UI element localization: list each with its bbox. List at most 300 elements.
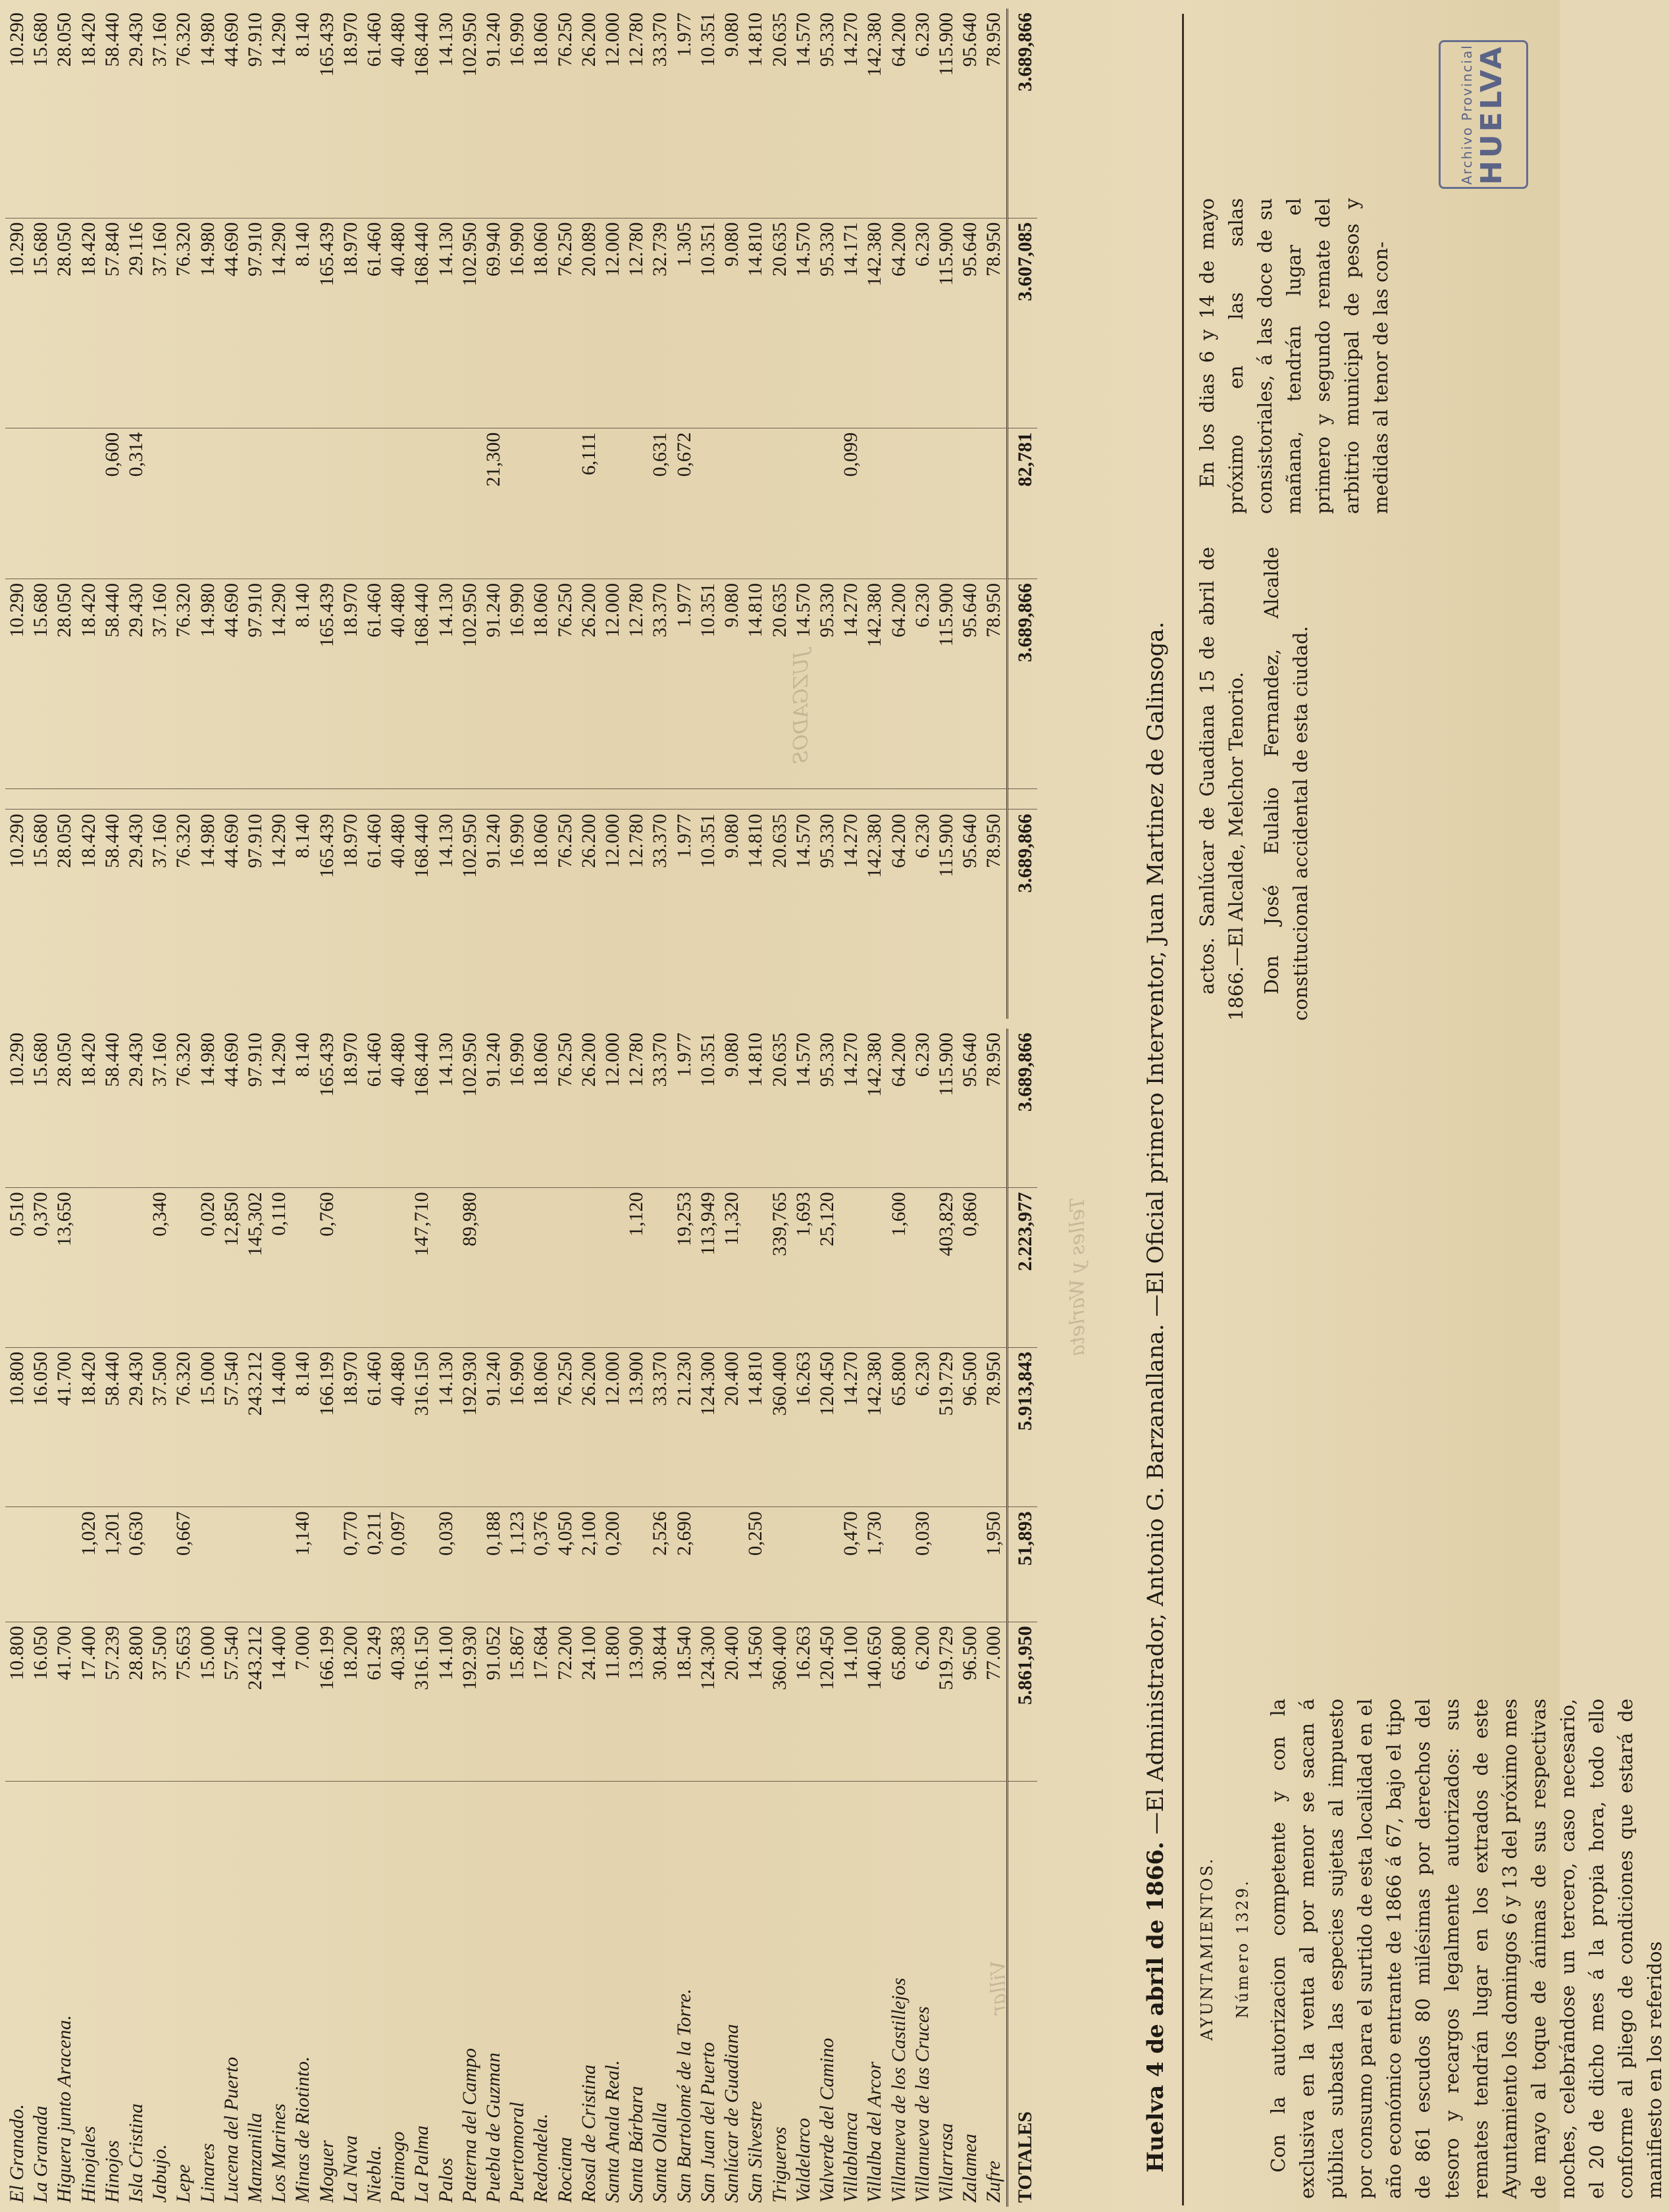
amount-cell [911,789,935,810]
amount-cell: 0,370 [29,1188,53,1348]
amount-cell: 14.400 [267,1622,291,1782]
table-row [339,1029,363,2207]
amount-cell [315,1507,339,1622]
amount-cell: 75.653 [172,1622,195,1782]
amount-cell: 18.060 [530,13,552,67]
amount-cell: 519.729 [935,1622,958,1782]
amount-cell: 14.100 [839,1622,863,1782]
town-name: La Palma [410,1782,434,2207]
amount-cell: 168.440 [411,13,433,77]
amount-cell: 16.050 [29,1347,53,1507]
amount-cell: 33.370 [649,1033,671,1087]
amount-cell: 113,949 [696,1188,720,1348]
amount-cell: 76.250 [553,13,576,67]
amount-cell [744,1188,767,1348]
amount-cell: 120.450 [815,1622,839,1782]
table-row [911,1029,935,2207]
amount-cell: 12.000 [601,579,625,789]
amount-cell: 9.080 [720,218,744,428]
amount-cell: 6.200 [911,1622,935,1782]
amount-cell: 14.290 [267,810,291,1019]
amount-cell: 168.440 [410,810,434,1019]
amount-cell: 26.200 [577,1033,600,1087]
amount-cell: 40.480 [387,13,409,67]
town-name: Villablanca [839,1782,863,2207]
amount-cell: 14.130 [434,218,458,428]
amount-cell [339,428,363,579]
amount-cell: 145,302 [244,1188,267,1348]
amount-cell: 14.570 [792,810,815,1019]
amount-cell: 26.200 [577,1347,601,1507]
table-row [386,1029,410,2207]
amount-cell: 6,111 [577,428,601,579]
amount-cell: 29.116 [124,218,148,428]
table-row [124,1029,148,2207]
amount-cell: 16.990 [505,579,529,789]
amount-cell: 0,860 [958,1188,982,1348]
amount-cell [768,789,792,810]
table-row [720,9,744,1019]
amount-cell: 147,710 [410,1188,434,1348]
table-row [863,1029,886,2207]
amount-cell [315,789,339,810]
amount-cell: 76.320 [172,13,195,67]
amount-cell: 17.684 [529,1622,553,1782]
amount-cell [887,1507,911,1622]
table-row [935,9,958,1019]
table-row [410,9,434,1019]
amount-cell: 14.171 [839,218,863,428]
amount-cell [839,789,863,810]
amount-cell [220,428,244,579]
table-row [244,1029,267,2207]
amount-cell: 97.910 [244,810,267,1019]
amount-cell: 28.800 [124,1622,148,1782]
amount-cell [839,1188,863,1348]
table-row [625,1029,648,2207]
town-name: Hinojales [77,1782,101,2207]
amount-cell: 41.700 [53,1347,76,1507]
amount-cell: 14.980 [196,810,220,1019]
amount-cell: 1,120 [625,1188,648,1348]
amount-cell: 18.420 [77,218,101,428]
amount-cell: 61.460 [363,13,386,67]
amount-cell: 14.270 [840,1033,862,1087]
amount-cell: 14.270 [839,1347,863,1507]
amount-cell [244,1507,267,1622]
amount-cell: 142.380 [863,579,886,789]
total-cell: 51,893 [1007,1507,1037,1622]
amount-cell: 14.810 [744,1347,767,1507]
amount-cell: 192.930 [458,1347,482,1507]
amount-cell [625,1507,648,1622]
table-row [410,1029,434,2207]
table-row [220,1029,244,2207]
amount-cell: 25,120 [815,1188,839,1348]
total-cell: 3.689,866 [1007,810,1037,1019]
amount-cell: 8.140 [292,1033,314,1077]
amount-cell: 95.640 [958,218,982,428]
amount-cell: 8.140 [291,1347,315,1507]
amount-cell: 10.800 [5,1347,29,1507]
amount-cell: 0,631 [648,428,672,579]
amount-cell [5,428,29,579]
amount-cell: 58.440 [101,13,123,67]
amount-cell: 13.900 [625,1622,648,1782]
amount-cell: 14.130 [434,1347,458,1507]
amount-cell [648,789,672,810]
town-name: Paimogo [386,1782,410,2207]
amount-cell: 0,630 [124,1507,148,1622]
amount-cell: 91.240 [482,810,505,1019]
table-row [505,9,529,1019]
amount-cell: 33.370 [648,810,672,1019]
amount-cell: 32.739 [648,218,672,428]
amount-cell: 18.060 [529,810,553,1019]
amount-cell: 10.800 [5,1622,29,1782]
amount-cell [363,428,386,579]
notices-section [1193,14,1666,2199]
amount-cell: 0,200 [601,1507,625,1622]
ledger-rows-b [5,9,1037,1019]
amount-cell: 18.970 [339,218,363,428]
amount-cell: 95.640 [958,810,982,1019]
table-row [53,9,76,1019]
amount-cell: 360.400 [768,1347,792,1507]
amount-cell: 15.680 [29,218,53,428]
table-row [172,1029,195,2207]
amount-cell [625,789,648,810]
amount-cell: 2,690 [673,1507,696,1622]
amount-cell [148,428,172,579]
amount-cell: 76.250 [553,218,577,428]
table-row [220,9,244,1019]
town-name: Hinojos [101,1782,124,2207]
amount-cell [529,789,553,810]
amount-cell: 16.990 [505,218,529,428]
table-row [696,9,720,1019]
amount-cell: 9.080 [721,13,743,57]
amount-cell [386,428,410,579]
table-row [291,9,315,1019]
amount-cell: 14.980 [196,1033,218,1087]
table-row [53,1029,76,2207]
amount-cell: 166.199 [315,1622,339,1782]
amount-cell: 76.320 [172,1347,195,1507]
town-name: Niebla. [363,1782,386,2207]
amount-cell: 29.430 [125,1033,147,1087]
amount-cell: 78.950 [983,1033,1005,1087]
amount-cell: 0,030 [434,1507,458,1622]
amount-cell [148,1507,172,1622]
amount-cell: 10.351 [696,13,719,67]
amount-cell [29,1507,53,1622]
table-row [958,9,982,1019]
amount-cell: 64.200 [887,1033,910,1087]
amount-cell: 102.950 [458,218,482,428]
town-name: San Silvestre [744,1782,767,2207]
amount-cell [196,1507,220,1622]
amount-cell: 14.290 [268,13,290,67]
amount-cell [958,789,982,810]
amount-cell [434,1188,458,1348]
amount-cell [601,1188,625,1348]
notice-text-3: En los dias 6 y 14 de mayo próximo en las salas consistoriales, á las doce de su mañana, tendrán lugar el primero y segundo remate del arbitrio municipal de pesos y medidas al tenor de las con- [1196,198,1392,514]
amount-cell: 12.780 [625,13,648,67]
amount-cell: 166.199 [315,1347,339,1507]
amount-cell: 10.351 [696,810,720,1019]
total-cell: 3.689,866 [1007,579,1037,789]
amount-cell: 1,730 [863,1507,886,1622]
amount-cell: 15.867 [505,1622,529,1782]
amount-cell [172,428,195,579]
amount-cell: 14.130 [434,579,458,789]
amount-cell: 1,600 [887,1188,911,1348]
amount-cell: 76.320 [172,810,195,1019]
amount-cell: 10.290 [6,13,28,67]
amount-cell: 0,376 [529,1507,553,1622]
amount-cell: 20.635 [768,579,792,789]
amount-cell: 44.690 [220,1033,242,1087]
town-name: Jabujo. [148,1782,172,2207]
amount-cell: 0,672 [673,428,696,579]
table-row [458,9,482,1019]
total-cell: 3.689,866 [1007,9,1037,218]
table-row [768,9,792,1019]
amount-cell: 12.000 [601,218,625,428]
bleed-through-heading: JUZGADOS [790,650,813,764]
amount-cell: 11.800 [601,1622,625,1782]
town-name: Lucena del Puerto [220,1782,244,2207]
amount-cell: 165.439 [315,13,338,77]
amount-cell: 18.060 [529,218,553,428]
amount-cell [29,428,53,579]
amount-cell [505,789,529,810]
notice-column-2 [1193,547,1541,1021]
amount-cell: 1,140 [291,1507,315,1622]
amount-cell [29,789,53,810]
amount-cell: 18.970 [339,1033,361,1087]
amount-cell [196,428,220,579]
amount-cell: 14.270 [839,579,863,789]
table-row [505,1029,529,2207]
amount-cell: 165.439 [315,579,339,789]
amount-cell [124,1188,148,1348]
amount-cell: 142.380 [863,13,886,77]
amount-cell [720,789,744,810]
notice-column-1 [1193,1699,1666,2199]
amount-cell: 17.400 [77,1622,101,1782]
amount-cell: 44.690 [220,13,242,67]
amount-cell: 18.970 [339,13,361,67]
notices-heading: AYUNTAMIENTOS. [1198,1857,1216,2041]
amount-cell: 18.420 [77,1033,99,1087]
amount-cell [505,1188,529,1348]
amount-cell: 115.900 [935,13,957,76]
amount-cell: 14.570 [792,13,814,67]
amount-cell: 8.140 [291,218,315,428]
amount-cell [291,428,315,579]
total-cell: 5.861,950 [1007,1622,1037,1782]
amount-cell: 0,760 [315,1188,339,1348]
amount-cell: 14.560 [744,1622,767,1782]
amount-cell: 57.540 [220,1347,244,1507]
table-row [982,9,1007,1019]
town-name: Santa Anala Real. [601,1782,625,2207]
amount-cell: 18.420 [77,579,101,789]
archive-stamp [1439,40,1528,189]
amount-cell: 78.950 [982,579,1007,789]
table-row [172,9,195,1019]
amount-cell [792,428,815,579]
amount-cell: 12.000 [602,13,624,67]
town-name: Puertomoral [505,1782,529,2207]
table-row [29,9,53,1019]
amount-cell [887,789,911,810]
amount-cell [792,789,815,810]
table-row [673,9,696,1019]
amount-cell: 14.980 [196,13,218,67]
amount-cell [863,428,886,579]
amount-cell [434,789,458,810]
table-row [887,9,911,1019]
amount-cell: 115.900 [935,1033,957,1096]
amount-cell: 1,201 [101,1507,124,1622]
table-row [363,9,386,1019]
table-row [744,9,767,1019]
amount-cell: 6.230 [911,218,935,428]
amount-cell: 165.439 [315,1033,338,1097]
amount-cell: 10.351 [696,1033,719,1087]
amount-cell: 65.800 [887,1347,911,1507]
divider-rule [1182,14,1184,2205]
amount-cell: 26.200 [577,810,601,1019]
amount-cell: 6.230 [911,579,935,789]
amount-cell: 16.263 [792,1622,815,1782]
amount-cell [458,428,482,579]
amount-cell: 2,100 [577,1507,601,1622]
amount-cell: 91.052 [482,1622,505,1782]
amount-cell: 12,850 [220,1188,244,1348]
amount-cell [53,428,76,579]
amount-cell [124,789,148,810]
amount-cell: 37.160 [148,579,172,789]
amount-cell [482,789,505,810]
amount-cell: 14.400 [267,1347,291,1507]
amount-cell: 12.780 [625,579,648,789]
amount-cell: 16.990 [506,13,528,67]
town-name: Zalamea [958,1782,982,2207]
amount-cell: 20.400 [720,1622,744,1782]
amount-cell: 165.439 [315,218,339,428]
amount-cell: 28.050 [53,13,76,67]
amount-cell: 76.250 [553,1347,577,1507]
table-row [101,9,124,1019]
amount-cell: 6.230 [911,13,933,57]
table-row [792,9,815,1019]
amount-cell: 8.140 [291,810,315,1019]
amount-cell: 1.977 [673,13,695,57]
amount-cell: 115.900 [935,579,958,789]
table-row [958,1029,982,2207]
amount-cell [863,789,886,810]
table-row [577,9,601,1019]
amount-cell: 14.100 [434,1622,458,1782]
amount-cell: 44.690 [220,810,244,1019]
amount-cell: 7.000 [291,1622,315,1782]
table-row [196,9,220,1019]
amount-cell: 40.480 [386,810,410,1019]
amount-cell [101,789,124,810]
amount-cell: 95.330 [815,218,839,428]
amount-cell [648,1188,672,1348]
amount-cell: 29.430 [124,810,148,1019]
amount-cell: 1,123 [505,1507,529,1622]
amount-cell [434,428,458,579]
table-row [315,9,339,1019]
stamp-line-1: Archivo Provincial [1458,44,1475,185]
amount-cell [911,428,935,579]
amount-cell: 102.950 [458,1033,480,1097]
amount-cell [982,789,1007,810]
amount-cell: 9.080 [721,1033,743,1077]
amount-cell: 0,020 [196,1188,220,1348]
amount-cell: 168.440 [410,218,434,428]
amount-cell [625,428,648,579]
amount-cell: 40.480 [386,579,410,789]
table-row [434,1029,458,2207]
amount-cell: 76.320 [172,218,195,428]
amount-cell [458,789,482,810]
table-row [458,1029,482,2207]
amount-cell [505,428,529,579]
amount-cell: 102.950 [458,579,482,789]
amount-cell: 41.700 [53,1622,76,1782]
section-juzgados [5,9,1137,1019]
amount-cell: 57.840 [101,218,124,428]
amount-cell: 14.570 [792,579,815,789]
amount-cell: 1.305 [673,218,696,428]
amount-cell: 0,470 [839,1507,863,1622]
amount-cell: 95.640 [959,1033,981,1087]
amount-cell: 76.320 [172,1033,195,1087]
amount-cell: 58.440 [101,1347,124,1507]
amount-cell: 37.160 [149,1033,171,1087]
amount-cell: 12.000 [602,1033,624,1087]
totals-row [1007,9,1037,1019]
amount-cell: 33.370 [648,579,672,789]
amount-cell [77,789,101,810]
amount-cell: 124.300 [696,1347,720,1507]
table-row [482,9,505,1019]
town-name: Santa Olalla [648,1782,672,2207]
amount-cell: 0,030 [911,1507,935,1622]
amount-cell: 64.200 [887,218,911,428]
amount-cell: 142.380 [863,1033,886,1097]
amount-cell: 64.200 [887,13,910,67]
amount-cell [291,1188,315,1348]
totals-row [1007,1029,1037,2207]
amount-cell: 97.910 [244,218,267,428]
amount-cell [172,1188,195,1348]
amount-cell: 4,050 [553,1507,577,1622]
amount-cell [720,1507,744,1622]
table-row [601,1029,625,2207]
amount-cell: 142.380 [863,810,886,1019]
town-name: Zufre [982,1782,1007,2207]
amount-cell: 120.450 [815,1347,839,1507]
amount-cell: 91.240 [482,13,505,67]
